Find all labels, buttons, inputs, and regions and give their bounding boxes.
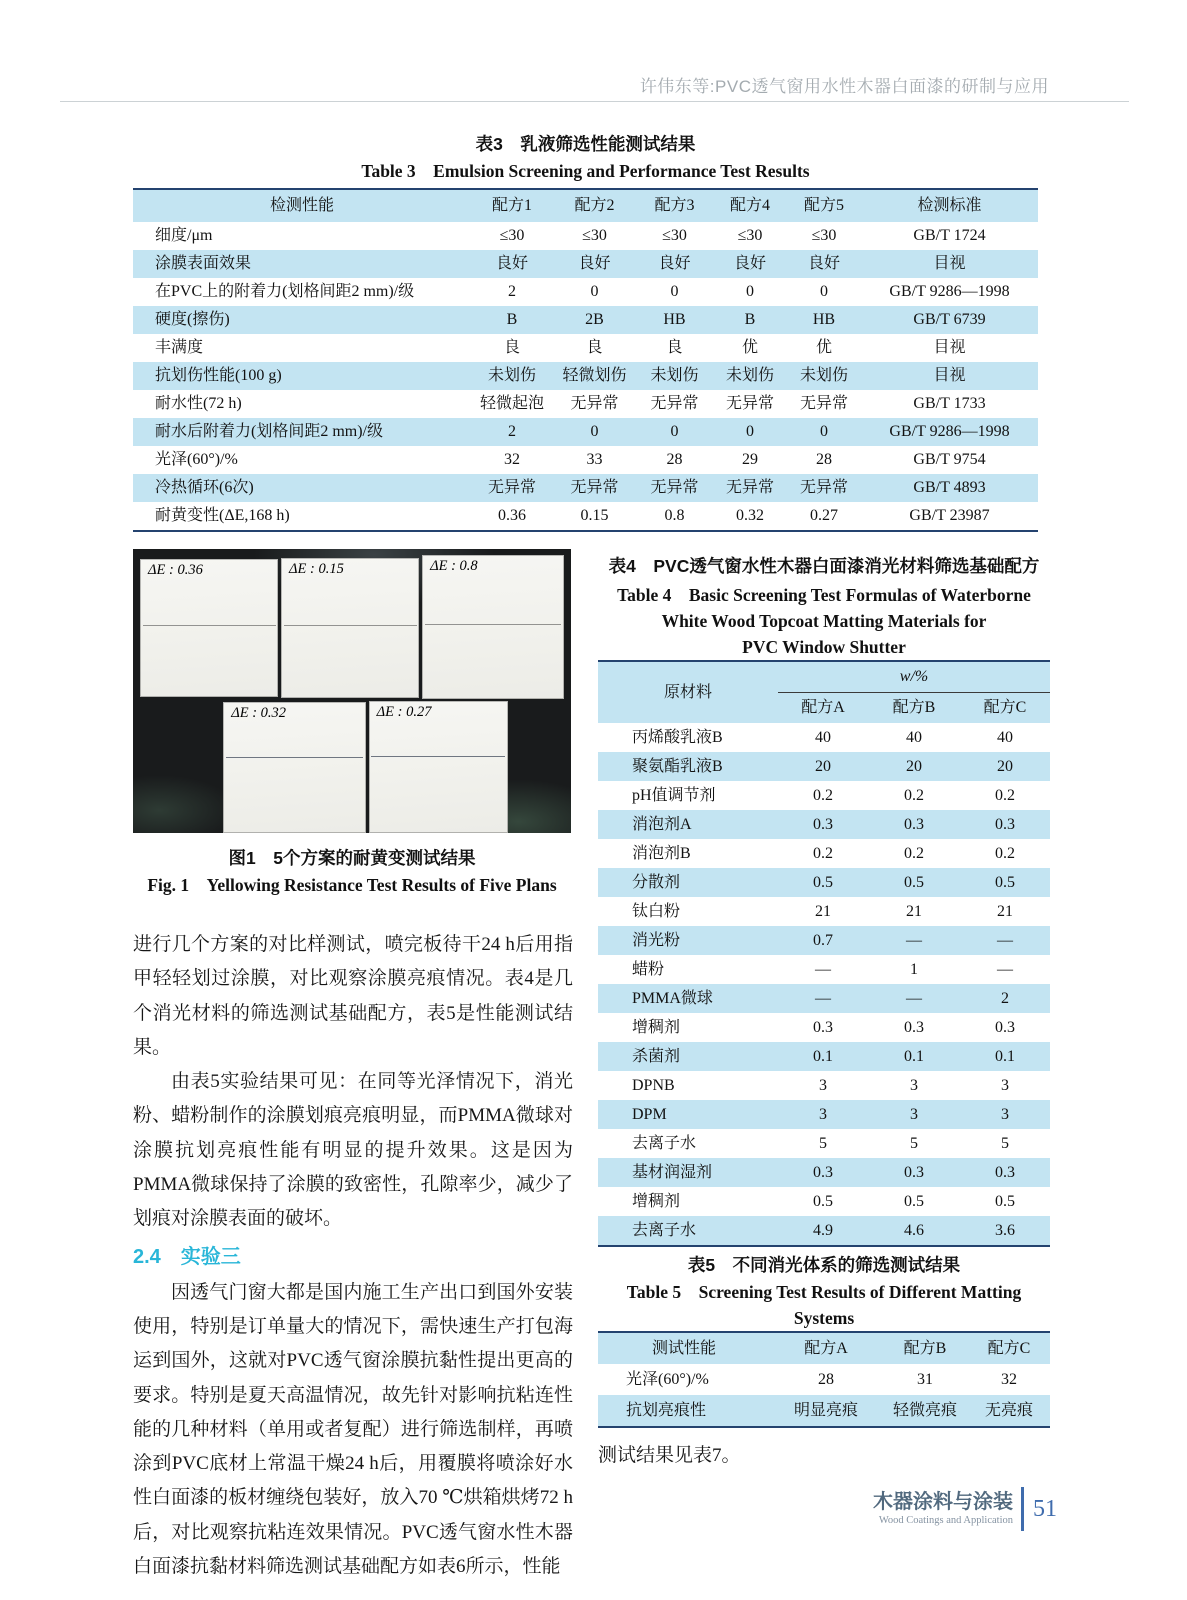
value-cell: 0.3 (960, 1158, 1050, 1187)
value-cell: 0.1 (778, 1042, 868, 1071)
table-row (133, 250, 1038, 278)
value-cell: 0.2 (904, 787, 924, 804)
value-cell: 0.3 (778, 810, 868, 839)
row-label-cell: 分散剂 (598, 868, 778, 897)
scratch-line (425, 624, 561, 625)
test-panel (422, 555, 564, 698)
table4-title-en-line: PVC Window Shutter (742, 637, 906, 657)
value-cell: — (868, 926, 960, 955)
value-cell: 良好 (553, 250, 636, 278)
row-label-cell: 杀菌剂 (598, 1042, 778, 1071)
value-cell: 0.5 (904, 1193, 924, 1210)
value-cell: 0.2 (995, 787, 1015, 804)
value-cell: 0.27 (810, 507, 838, 524)
header-cell: 配方A (770, 1332, 882, 1364)
row-label-cell: 光泽(60°)/% (626, 1371, 709, 1388)
value-cell: GB/T 23987 (909, 507, 990, 524)
paragraph-continuation: 测试结果见表7。 (598, 1445, 741, 1466)
row-label-cell: 光泽(60°)/% (155, 451, 238, 468)
header-cell-w-percent: w/% (778, 661, 1050, 693)
header-cell: 配方1 (471, 189, 553, 222)
row-label-cell: 消光粉 (598, 926, 778, 955)
value-cell: 21 (906, 903, 922, 920)
table-row (133, 306, 1038, 334)
left-text-column (133, 928, 573, 1584)
table-row (598, 1395, 1050, 1427)
row-label-cell: 去离子水 (632, 1135, 697, 1152)
value-cell: 0.1 (868, 1042, 960, 1071)
row-label-cell: 基材润湿剂 (598, 1158, 778, 1187)
table5-title-cn: 表5 不同消光体系的筛选测试结果 (687, 1255, 961, 1275)
value-cell: 3 (819, 1077, 827, 1094)
test-panel (281, 558, 419, 698)
row-label-cell: 丰满度 (155, 339, 204, 356)
value-cell: 良好 (636, 250, 713, 278)
value-cell: 2 (508, 283, 516, 300)
value-cell: 0.1 (960, 1042, 1050, 1071)
row-label-cell: DPM (598, 1100, 778, 1129)
table-row (598, 1158, 1050, 1187)
table-row (598, 1013, 1050, 1042)
value-cell: 良 (666, 339, 683, 356)
value-cell: ≤30 (737, 227, 763, 244)
value-cell: 未划伤 (787, 362, 861, 390)
row-label-cell: 耐黄变性(ΔE,168 h) (155, 507, 290, 524)
table-row (598, 752, 1050, 781)
page-footer (873, 1487, 1057, 1531)
table-row (598, 1042, 1050, 1071)
row-label-cell: 增稠剂 (632, 1193, 681, 1210)
value-cell: 3 (960, 1100, 1050, 1129)
value-cell: — (778, 984, 868, 1013)
header-cell: 配方4 (713, 189, 787, 222)
table-row (598, 810, 1050, 839)
running-head: 许伟东等:PVC透气窗用水性木器白面漆的研制与应用 (639, 77, 1049, 96)
value-cell: 32 (1001, 1371, 1017, 1388)
table-row (598, 781, 1050, 810)
value-cell: 无异常 (570, 395, 619, 412)
header-cell: 配方5 (787, 189, 861, 222)
value-cell: 0.3 (868, 810, 960, 839)
value-cell: 0.8 (664, 507, 685, 524)
value-cell: 无异常 (553, 474, 636, 502)
row-label-cell: 去离子水 (598, 1216, 778, 1246)
table-row (598, 1187, 1050, 1216)
value-cell: 良 (503, 339, 520, 356)
value-cell: 0.3 (904, 1019, 924, 1036)
value-cell: 0 (713, 418, 787, 446)
value-cell: 4.9 (778, 1216, 868, 1246)
row-label-cell: 涂膜表面效果 (133, 250, 471, 278)
value-cell: 2 (960, 984, 1050, 1013)
value-cell: 0.5 (868, 868, 960, 897)
section-heading-2-4: 2.4 实验三 (133, 1245, 241, 1268)
value-cell: 0 (636, 418, 713, 446)
header-cell: 配方A (778, 693, 868, 724)
value-cell: 3 (1001, 1077, 1009, 1094)
value-cell: 良好 (471, 250, 553, 278)
value-cell: 0.5 (995, 1193, 1015, 1210)
row-label-cell: 聚氨酯乳液B (598, 752, 778, 781)
row-label-cell: 钛白粉 (632, 903, 681, 920)
value-cell: 0 (746, 283, 754, 300)
row-label-cell: 细度/μm (155, 227, 213, 244)
table3-title-en: Table 3 Emulsion Screening and Performance Test Results (361, 161, 810, 181)
value-cell: 1 (910, 961, 918, 978)
table-row (598, 926, 1050, 955)
value-cell: 33 (586, 451, 603, 468)
value-cell: 良好 (713, 250, 787, 278)
journal-name-block (873, 1491, 1013, 1528)
table-row (133, 278, 1038, 306)
scratch-line (371, 756, 505, 757)
value-cell: 0.3 (960, 810, 1050, 839)
value-cell: 0.2 (813, 845, 833, 862)
value-cell: 目视 (861, 362, 1038, 390)
table3-title-cn: 表3 乳液筛选性能测试结果 (475, 134, 696, 154)
value-cell: 0.3 (868, 1158, 960, 1187)
table-row (133, 418, 1038, 446)
value-cell: 40 (815, 729, 831, 746)
header-cell: 配方B (882, 1332, 968, 1364)
row-label-cell: pH值调节剂 (632, 787, 716, 804)
value-cell: 3 (868, 1100, 960, 1129)
header-cell: 检测性能 (133, 189, 471, 222)
value-cell: B (713, 306, 787, 334)
table5-title-en-line: Table 5 Screening Test Results of Different Matting (626, 1282, 1022, 1302)
header-cell: 检测标准 (861, 189, 1038, 222)
journal-name-en: Wood Coatings and Application (878, 1514, 1013, 1526)
value-cell: 2B (553, 306, 636, 334)
value-cell: 轻微亮痕 (882, 1395, 968, 1427)
table-row (598, 723, 1050, 752)
value-cell: 21 (997, 903, 1013, 920)
table-row (598, 984, 1050, 1013)
value-cell: HB (787, 306, 861, 334)
value-cell: 未划伤 (713, 362, 787, 390)
table-row (133, 502, 1038, 531)
panel-delta-e-label: ΔE : 0.15 (289, 561, 344, 578)
table5-section (598, 1252, 1050, 1428)
value-cell: 0.2 (995, 845, 1015, 862)
paragraph: 由表5实验结果可见：在同等光泽情况下，消光粉、蜡粉制作的涂膜划痕亮痕明显，而PMMA微球对涂膜抗划亮痕性能有明显的提升效果。这是因为PMMA微球保持了涂膜的致密性，孔隙率少，减少了划痕对涂膜表面的破坏。 (133, 1071, 573, 1230)
footer-divider (1021, 1487, 1024, 1531)
header-cell: 原材料 (598, 661, 778, 723)
header-cell: 配方B (868, 693, 960, 724)
scratch-line (143, 625, 276, 626)
header-cell: 配方2 (553, 189, 636, 222)
table-row (133, 222, 1038, 250)
value-cell: GB/T 9286—1998 (861, 418, 1038, 446)
value-cell: 0.7 (778, 926, 868, 955)
value-cell: 40 (906, 729, 922, 746)
value-cell: 0.2 (904, 845, 924, 862)
value-cell: 明显亮痕 (770, 1395, 882, 1427)
value-cell: 良好 (787, 250, 861, 278)
header-divider (60, 101, 1129, 102)
value-cell: 良 (586, 339, 603, 356)
value-cell: 21 (815, 903, 831, 920)
row-label-cell: 消泡剂B (632, 845, 691, 862)
value-cell: 未划伤 (636, 362, 713, 390)
value-cell: 28 (666, 451, 683, 468)
table-row (598, 955, 1050, 984)
table-row (133, 474, 1038, 502)
value-cell: 0 (553, 418, 636, 446)
table3-section (133, 131, 1038, 532)
table-row (598, 1071, 1050, 1100)
value-cell: 40 (997, 729, 1013, 746)
journal-name-cn: 木器涂料与涂装 (873, 1490, 1013, 1513)
row-label-cell: DPNB (632, 1077, 675, 1094)
value-cell: 3.6 (960, 1216, 1050, 1246)
row-label-cell: 丙烯酸乳液B (632, 729, 723, 746)
row-label-cell: 冷热循环(6次) (133, 474, 471, 502)
value-cell: 0.32 (736, 507, 764, 524)
value-cell: ≤30 (499, 227, 525, 244)
test-panel (223, 702, 366, 833)
value-cell: 5 (1001, 1135, 1009, 1152)
panel-delta-e-label: ΔE : 0.32 (231, 705, 287, 722)
table5-header-row (598, 1332, 1050, 1364)
value-cell: — (997, 961, 1013, 978)
table4-section (598, 553, 1050, 1247)
row-label-cell: 耐水性(72 h) (155, 395, 242, 412)
table-row (598, 1364, 1050, 1395)
figure1-caption-en: Fig. 1 Yellowing Resistance Test Results of Five Plans (147, 875, 557, 895)
value-cell: — (815, 961, 831, 978)
value-cell: 3 (778, 1100, 868, 1129)
page-number: 51 (1033, 1495, 1057, 1522)
value-cell: 优 (741, 339, 758, 356)
panel-delta-e-label: ΔE : 0.36 (148, 562, 203, 579)
row-label-cell: 抗划亮痕性 (598, 1395, 770, 1427)
table4-body (598, 723, 1050, 1246)
value-cell: 31 (917, 1371, 933, 1388)
row-label-cell: 增稠剂 (632, 1019, 681, 1036)
table-row (598, 839, 1050, 868)
table3 (133, 188, 1038, 532)
value-cell: B (471, 306, 553, 334)
value-cell: GB/T 4893 (861, 474, 1038, 502)
table3-header-row (133, 189, 1038, 222)
row-label-cell: 抗划伤性能(100 g) (133, 362, 471, 390)
figure1 (133, 549, 571, 898)
value-cell: 0.15 (580, 507, 609, 524)
test-panel (140, 559, 278, 697)
value-cell: GB/T 1733 (913, 395, 986, 412)
paragraph: 进行几个方案的对比样测试，喷完板待干24 h后用指甲轻轻划过涂膜，对比观察涂膜亮痕情况。表4是几个消光材料的筛选测试基础配方，表5是性能测试结果。 (133, 934, 573, 1058)
scratch-line (226, 757, 363, 758)
row-label-cell: 蜡粉 (632, 961, 665, 978)
value-cell: ≤30 (811, 227, 837, 244)
table-row (598, 897, 1050, 926)
value-cell: 0.2 (813, 787, 833, 804)
value-cell: 5 (819, 1135, 827, 1152)
table4-title-cn: 表4 PVC透气窗水性木器白面漆消光材料筛选基础配方 (608, 556, 1040, 576)
value-cell: 0.3 (813, 1019, 833, 1036)
value-cell: 29 (742, 451, 758, 468)
table-row (133, 446, 1038, 474)
row-label-cell: 在PVC上的附着力(划格间距2 mm)/级 (155, 283, 415, 300)
value-cell: 轻微起泡 (479, 395, 544, 412)
value-cell: 4.6 (868, 1216, 960, 1246)
value-cell: GB/T 9754 (913, 451, 986, 468)
value-cell: 0.3 (778, 1158, 868, 1187)
row-label-cell: 耐水后附着力(划格间距2 mm)/级 (133, 418, 471, 446)
value-cell: — (960, 926, 1050, 955)
table-row (598, 868, 1050, 897)
table-row (133, 334, 1038, 362)
value-cell: ≤30 (582, 227, 607, 244)
value-cell: 20 (868, 752, 960, 781)
value-cell: 0.5 (813, 1193, 833, 1210)
value-cell: 0.5 (778, 868, 868, 897)
header-cell: 配方3 (636, 189, 713, 222)
value-cell: 无异常 (725, 395, 774, 412)
table-row (598, 1216, 1050, 1246)
table-row (598, 1100, 1050, 1129)
table-row (133, 362, 1038, 390)
value-cell: 0 (590, 283, 599, 300)
value-cell: ≤30 (662, 227, 687, 244)
figure1-caption-cn: 图1 5个方案的耐黄变测试结果 (228, 848, 476, 868)
figure1-photo (133, 549, 571, 833)
value-cell: 目视 (861, 250, 1038, 278)
value-cell: 20 (960, 752, 1050, 781)
value-cell: 3 (910, 1077, 918, 1094)
row-label-cell: 硬度(擦伤) (133, 306, 471, 334)
table5 (598, 1331, 1050, 1428)
value-cell: 20 (778, 752, 868, 781)
value-cell: 无异常 (471, 474, 553, 502)
value-cell: — (868, 984, 960, 1013)
table5-title-en-line: Systems (793, 1308, 855, 1328)
header-cell: 配方C (968, 1332, 1050, 1364)
value-cell: 优 (815, 339, 832, 356)
value-cell: 0.3 (995, 1019, 1015, 1036)
table4 (598, 660, 1050, 1247)
value-cell: 32 (504, 451, 520, 468)
table4-header-row (598, 661, 1050, 693)
row-label-cell: PMMA微球 (598, 984, 778, 1013)
row-label-cell: 消泡剂A (598, 810, 778, 839)
value-cell: 无异常 (636, 474, 713, 502)
value-cell: 未划伤 (471, 362, 553, 390)
value-cell: 无异常 (650, 395, 699, 412)
table-row (598, 1129, 1050, 1158)
value-cell: GB/T 9286—1998 (889, 283, 1010, 300)
value-cell: 0.36 (498, 507, 526, 524)
value-cell: 5 (910, 1135, 918, 1152)
scratch-line (284, 625, 417, 626)
value-cell: 无亮痕 (968, 1395, 1050, 1427)
header-cell: 配方C (960, 693, 1050, 724)
value-cell: 2 (471, 418, 553, 446)
paragraph: 因透气门窗大都是国内施工生产出口到国外安装使用，特别是订单量大的情况下，需快速生产打包海运到国外，这就对PVC透气窗涂膜抗黏性提出更高的要求。特别是夏天高温情况，故先针对影响抗粘连性能的几种材料（单用或者复配）进行筛选制样，再喷涂到PVC底材上常温干燥24 h后，用覆膜将喷涂好水性白面漆的板材缠绕包装好，放入70 ℃烘箱烘烤72 h后，对比观察抗粘连效果情况。PVC透气窗水性木器白面漆抗黏材料筛选测试基础配方如表6所示，性能 (133, 1281, 573, 1578)
table5-body (598, 1364, 1050, 1427)
test-panel (369, 701, 508, 833)
table4-title-en-line: Table 4 Basic Screening Test Formulas of Waterborne (617, 585, 1031, 605)
value-cell: 无异常 (787, 474, 861, 502)
table-row (133, 390, 1038, 418)
value-cell: 0 (820, 283, 828, 300)
value-cell: GB/T 1724 (913, 227, 986, 244)
table4-title-en-line: White Wood Topcoat Matting Materials for (661, 611, 987, 631)
header-cell: 测试性能 (598, 1332, 770, 1364)
value-cell: HB (636, 306, 713, 334)
value-cell: 0 (670, 283, 679, 300)
value-cell: 目视 (933, 339, 966, 356)
value-cell: 0 (787, 418, 861, 446)
table3-body (133, 222, 1038, 531)
value-cell: 28 (816, 451, 832, 468)
panel-delta-e-label: ΔE : 0.8 (430, 558, 478, 575)
value-cell: 无异常 (799, 395, 848, 412)
value-cell: GB/T 6739 (861, 306, 1038, 334)
value-cell: 无异常 (713, 474, 787, 502)
value-cell: 轻微划伤 (553, 362, 636, 390)
panel-delta-e-label: ΔE : 0.27 (376, 703, 432, 720)
value-cell: 0.5 (960, 868, 1050, 897)
value-cell: 28 (818, 1371, 834, 1388)
